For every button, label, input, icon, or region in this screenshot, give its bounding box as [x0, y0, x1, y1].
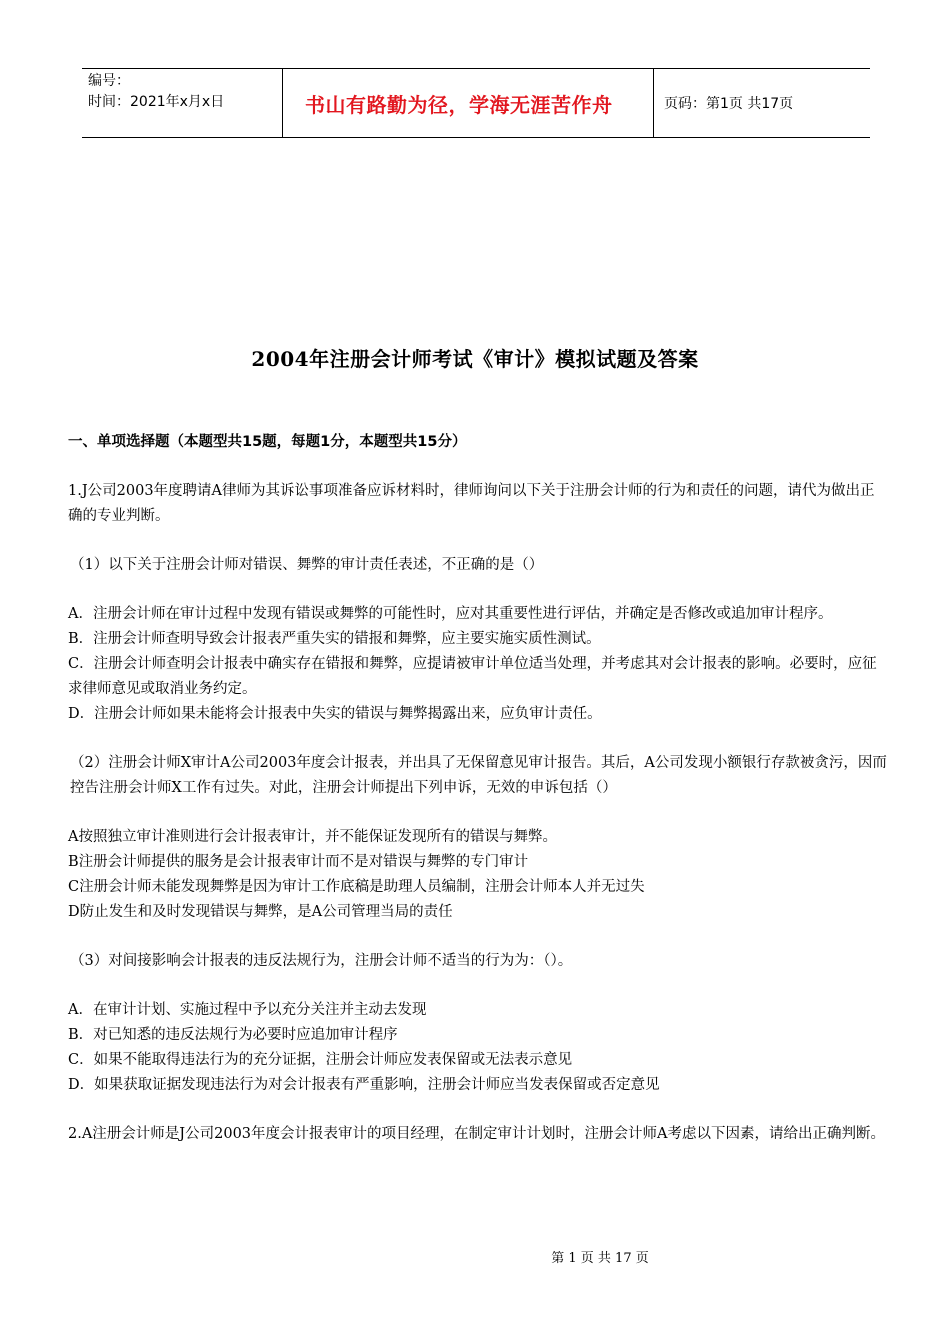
- header-page-cell: [654, 69, 870, 137]
- question-1-2-option-b: B注册会计师提供的服务是会计报表审计而不是对错误与舞弊的专门审计: [68, 854, 529, 870]
- question-2-stem: 2.A注册会计师是J公司2003年度会计报表审计的项目经理，在制定审计计划时，注册会计师A考虑以下因素，请给出正确判断。: [68, 1126, 885, 1142]
- question-1-2-option-a: A按照独立审计准则进行会计报表审计，并不能保证发现所有的错误与舞弊。: [68, 829, 557, 845]
- question-1-2-stem: （2）注册会计师X审计A公司2003年度会计报表，并出具了无保留意见审计报告。其后，A公司发现小额银行存款被贪污，因而控告注册会计师X工作有过失。对此，注册会计师提出下列申诉，无效的申诉包括（）: [70, 755, 887, 796]
- question-1-3-option-a: A．在审计计划、实施过程中予以充分关注并主动去发现: [68, 1002, 427, 1018]
- question-1-3-stem: （3）对间接影响会计报表的违反法规行为，注册会计师不适当的行为为：（）。: [70, 953, 573, 969]
- section-heading: 一、单项选择题（本题型共15题，每题1分，本题型共15分）: [68, 434, 467, 450]
- document-title: 2004年注册会计师考试《审计》模拟试题及答案: [251, 347, 699, 371]
- document-number-label: 编号：: [88, 73, 130, 89]
- header-table: [82, 68, 870, 138]
- question-1-1-option-b: B．注册会计师查明导致会计报表严重失实的错报和舞弊，应主要实施实质性测试。: [68, 631, 601, 647]
- question-1-2-option-c: C注册会计师未能发现舞弊是因为审计工作底稿是助理人员编制，注册会计师本人并无过失: [68, 879, 645, 895]
- question-1-3-option-b: B．对已知悉的违反法规行为必要时应追加审计程序: [68, 1027, 398, 1043]
- document-body: [68, 430, 888, 1147]
- document-time-label: 时间：2021年x月x日: [88, 94, 225, 110]
- question-1-1-stem: （1）以下关于注册会计师对错误、舞弊的审计责任表述，不正确的是（）: [70, 557, 544, 573]
- question-1-1-option-c: C．注册会计师查明会计报表中确实存在错报和舞弊，应提请被审计单位适当处理，并考虑其对会计报表的影响。必要时，应征求律师意见或取消业务约定。: [68, 656, 877, 697]
- question-1-3-option-c: C．如果不能取得违法行为的充分证据，注册会计师应发表保留或无法表示意见: [68, 1052, 573, 1068]
- question-1-stem: 1.J公司2003年度聘请A律师为其诉讼事项准备应诉材料时，律师询问以下关于注册会计师的行为和责任的问题，请代为做出正确的专业判断。: [68, 483, 875, 524]
- question-1-3-option-d: D．如果获取证据发现违法行为对会计报表有严重影响，注册会计师应当发表保留或否定意见: [68, 1077, 660, 1093]
- header-left-cell: [82, 69, 282, 137]
- header-motto: 书山有路勤为径，学海无涯苦作舟: [305, 92, 613, 117]
- question-1-1-option-d: D．注册会计师如果未能将会计报表中失实的错误与舞弊揭露出来，应负审计责任。: [68, 706, 602, 722]
- question-1-1-option-a: A．注册会计师在审计过程中发现有错误或舞弊的可能性时，应对其重要性进行评估，并确定是否修改或追加审计程序。: [68, 606, 833, 622]
- header-motto-cell: [282, 69, 654, 137]
- question-1-2-option-d: D防止发生和及时发现错误与舞弊，是A公司管理当局的责任: [68, 904, 453, 920]
- header-page-info: 页码：第1页 共17页: [664, 96, 794, 112]
- page-footer: 第 1 页 共 17 页: [551, 1251, 649, 1266]
